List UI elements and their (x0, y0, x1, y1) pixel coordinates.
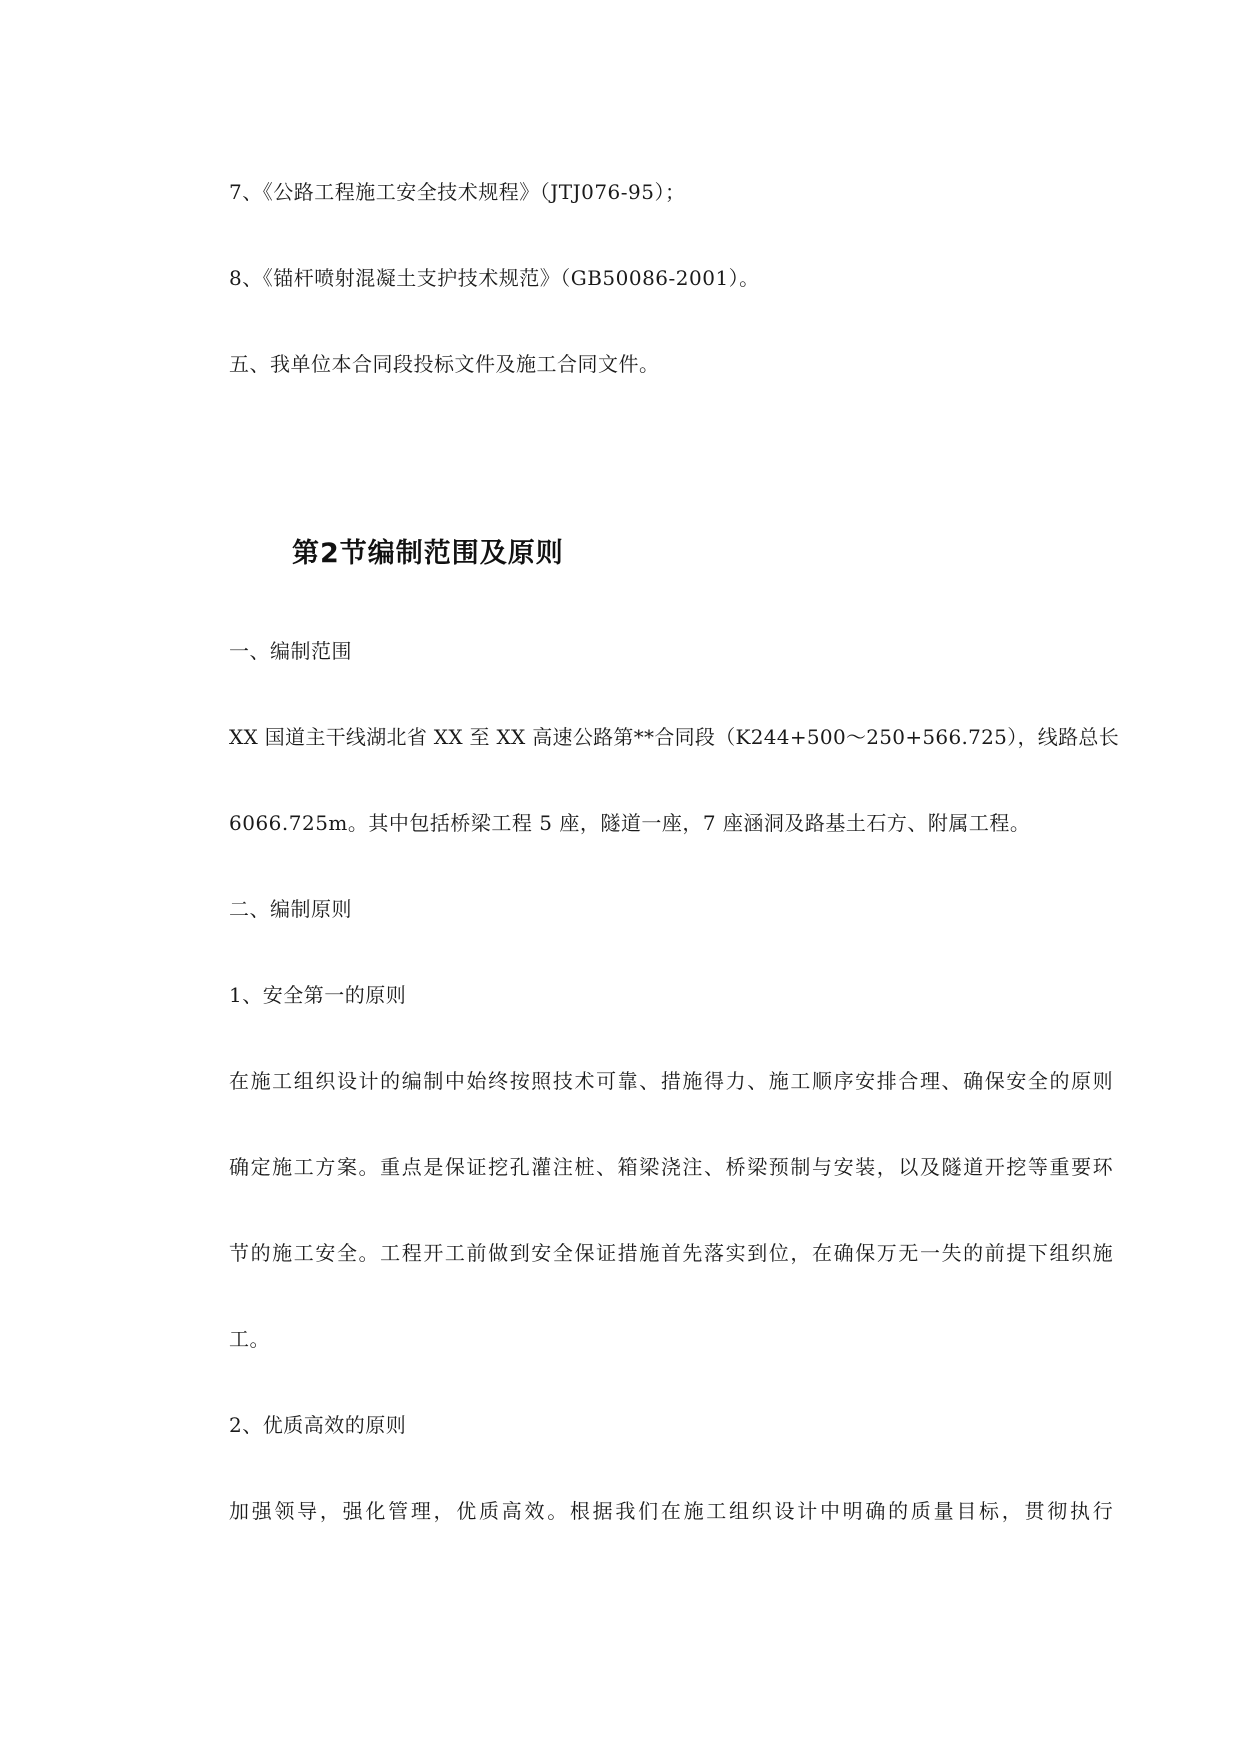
reference-item-8: 8、《锚杆喷射混凝土支护技术规范》（GB50086-2001）。 (229, 266, 760, 290)
principle-1-title: 1、安全第一的原则 (229, 983, 407, 1007)
scope-paragraph-line-1: XX 国道主干线湖北省 XX 至 XX 高速公路第**合同段（K244+500～250+566.725），线路总长 (229, 725, 1119, 749)
principle-2-title: 2、优质高效的原则 (229, 1413, 407, 1437)
principle-1-paragraph-line-4: 工。 (229, 1327, 270, 1351)
principle-2-paragraph-line-1: 加强领导，强化管理，优质高效。根据我们在施工组织设计中明确的质量目标，贯彻执行 (229, 1499, 1113, 1523)
reference-item-7: 7、《公路工程施工安全技术规程》（JTJ076-95）； (229, 180, 686, 204)
principle-1-paragraph-line-2: 确定施工方案。重点是保证挖孔灌注桩、箱梁浇注、桥梁预制与安装，以及隧道开挖等重要环 (229, 1155, 1113, 1179)
reference-item-5-tender: 五、我单位本合同段投标文件及施工合同文件。 (229, 352, 660, 376)
scope-title: 一、编制范围 (229, 639, 352, 663)
principle-title: 二、编制原则 (229, 897, 352, 921)
scope-paragraph-line-2: 6066.725m。其中包括桥梁工程 5 座，隧道一座，7 座涵洞及路基土石方、附属工程。 (229, 811, 1031, 835)
principle-1-paragraph-line-1: 在施工组织设计的编制中始终按照技术可靠、措施得力、施工顺序安排合理、确保安全的原则 (229, 1069, 1113, 1093)
section-heading: 第2节编制范围及原则 (292, 538, 564, 569)
principle-1-paragraph-line-3: 节的施工安全。工程开工前做到安全保证措施首先落实到位，在确保万无一失的前提下组织施 (229, 1241, 1113, 1265)
